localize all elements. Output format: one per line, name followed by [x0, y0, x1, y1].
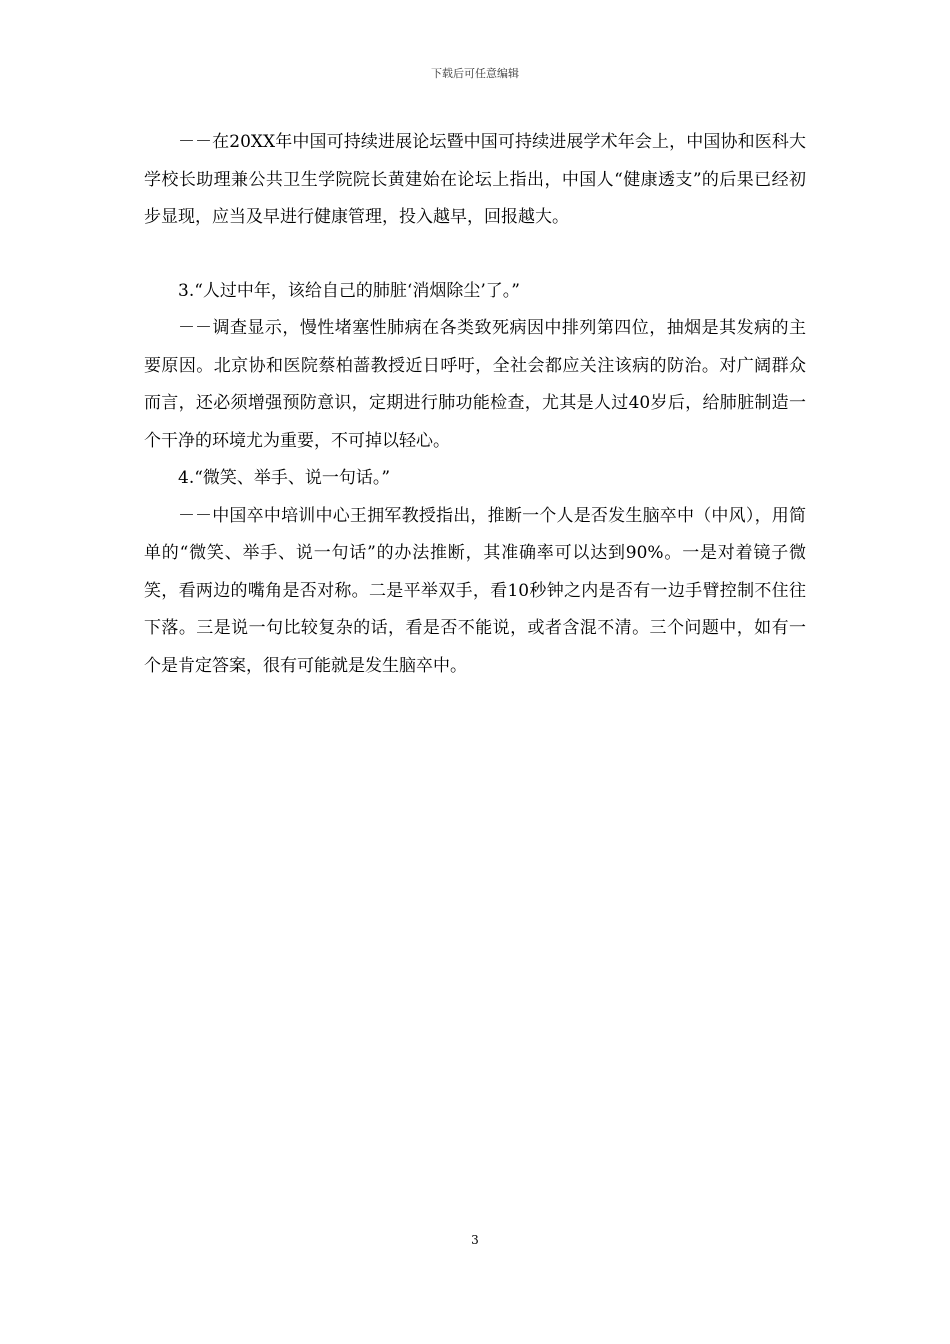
paragraph-copd-survey: －－调查显示，慢性堵塞性肺病在各类致死病因中排列第四位，抽烟是其发病的主要原因。北京协和医院蔡柏蔷教授近日呼吁，全社会都应关注该病的防治。对广阔群众而言，还必须增强预防意识，定期进行肺功能检查，尤其是人过40岁后，给肺脏制造一个干净的环境尤为重要，不可掉以轻心。: [144, 318, 806, 451]
heading-item-3: 3.“人过中年，该给自己的肺脏‘消烟除尘’了。”: [178, 280, 520, 301]
heading-item-4: 4.“微笑、举手、说一句话。”: [178, 468, 391, 488]
paragraph-spacer: [144, 237, 806, 273]
page-number: 3: [471, 1233, 479, 1247]
paragraph-forum-report: －－在20XX年中国可持续进展论坛暨中国可持续进展学术年会上，中国协和医科大学校长助理兼公共卫生学院院长黄建始在论坛上指出，中国人“健康透支”的后果已经初步显现，应当及早进行健康管理，投入越早，回报越大。: [144, 132, 806, 227]
page-header: 下载后可任意编辑: [431, 67, 519, 80]
document-body: [144, 124, 806, 685]
paragraph-stroke-test: －－中国卒中培训中心王拥军教授指出，推断一个人是否发生脑卒中（中风），用简单的“微笑、举手、说一句话”的办法推断，其准确率可以达到90%。一是对着镜子微笑，看两边的嘴角是否对称。二是平举双手，看10秒钟之内是否有一边手臂控制不住往下落。三是说一句比较复杂的话，看是否不能说，或者含混不清。三个问题中，如有一个是肯定答案，很有可能就是发生脑卒中。: [144, 505, 806, 676]
